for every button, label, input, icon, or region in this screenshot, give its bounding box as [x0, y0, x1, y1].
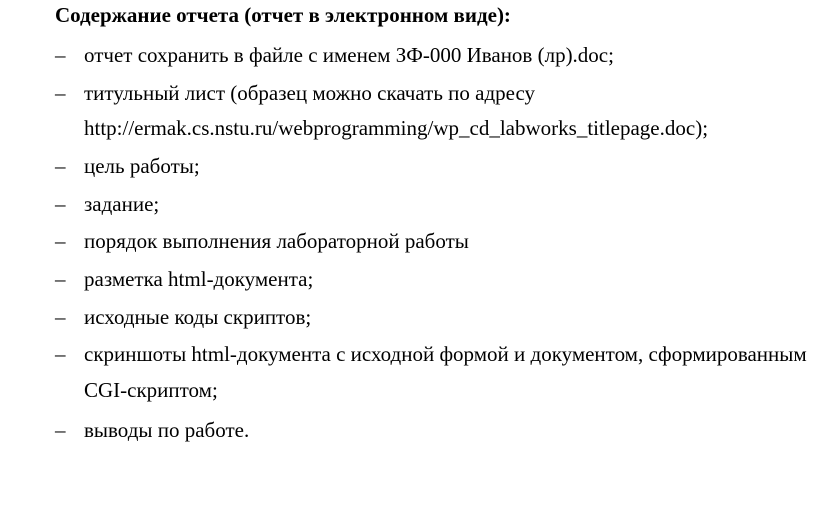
list-item-text: исходные коды скриптов; [84, 305, 312, 329]
list-bullet: – [55, 342, 66, 366]
list-item-text: разметка html-документа; [84, 267, 314, 291]
list-item-text: титульный лист (образец можно скачать по адресу [84, 81, 536, 105]
list-bullet: – [55, 43, 66, 67]
list-item-text: скриншоты html-документа с исходной формой и документом, сформированным [84, 342, 807, 366]
list-bullet: – [55, 229, 66, 253]
list-item-text: порядок выполнения лабораторной работы [84, 229, 469, 253]
list-bullet: – [55, 305, 66, 329]
list-bullet: – [55, 418, 66, 442]
list-bullet: – [55, 154, 66, 178]
list-item-text: отчет сохранить в файле с именем ЗФ-000 Иванов (лр).doc; [84, 43, 614, 67]
list-item-text-continuation: CGI-скриптом; [84, 378, 218, 402]
list-item-text-continuation: http://ermak.cs.nstu.ru/webprogramming/wp_cd_labworks_titlepage.doc); [84, 116, 709, 140]
list-item-text: цель работы; [84, 154, 200, 178]
document-title: Содержание отчета (отчет в электронном виде): [55, 3, 511, 27]
list-bullet: – [55, 267, 66, 291]
list-item-text: задание; [84, 192, 160, 216]
list-bullet: – [55, 81, 66, 105]
list-bullet: – [55, 192, 66, 216]
list-item-text: выводы по работе. [84, 418, 250, 442]
